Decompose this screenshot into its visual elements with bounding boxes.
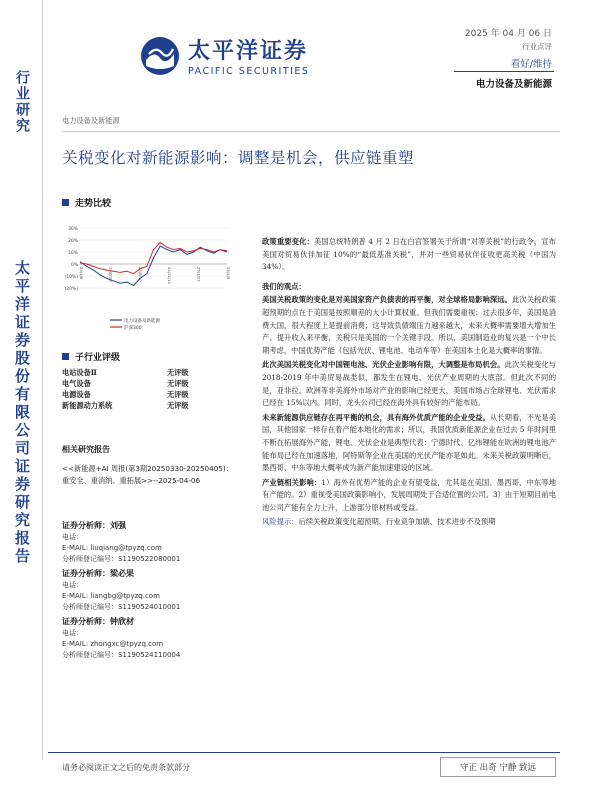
analyst-card	[62, 615, 242, 661]
analyst-cert: 分析师登记编号：S1190524010001	[62, 603, 181, 611]
risk-label: 风险提示：	[262, 517, 299, 527]
sector-label: 电力设备及新能源	[475, 79, 552, 90]
event-label: 政策重要变化：	[262, 237, 314, 246]
sub-ratings-heading	[62, 350, 120, 363]
trend-heading-text: 走势比较	[75, 199, 112, 209]
related-heading: 相关研究报告	[62, 445, 110, 454]
p3-text: 从长期看，不光是美国，其他国家一样存在着产能本地化的需求；所以，我国优质新能源企业在过去 5 年时间里不断在拓展海外产能，锂电、光伏企业是典型代表：宁德时代、亿纬锂能在欧洲的锂电池产能布局已经在加速落地，阿特斯等企业在美国的光伏产能亦是如此。未来关税政策明晰后，墨西哥、中东等地大概率成为新产能加速建设的区域。	[262, 412, 556, 473]
p2-text: 此次关税变化与 2018-2019 年中美贸易战类似，都发生在锂电、光伏产业周期的大底部。但此次不同的是，亚非拉、欧洲等非美海外市场对产业的影响已经更大，美国市场占全球锂电、光伏需求已经在 15%以内。同时，龙头公司已经在海外具有较好的产能布局。	[262, 360, 556, 408]
header-rule	[454, 71, 554, 72]
pacific-logo-icon	[140, 36, 180, 76]
side-company-label: 太平洋证券股份有限公司证券研究报告	[13, 260, 31, 566]
left-side-bar	[0, 0, 42, 792]
chart-y-tick: 20%	[67, 239, 78, 244]
rating-row	[62, 379, 242, 390]
chart-x-tick: 24/11/11	[167, 267, 173, 285]
chart-y-tick: (10%)	[64, 275, 78, 280]
trend-chart-svg	[62, 222, 242, 340]
chart-legend-label: 沪深300	[124, 325, 142, 331]
page-title: 关税变化对新能源影响：调整是机会，供应链重塑	[62, 149, 415, 167]
risk-text: 后续关税政策变化超预期、行业竞争加剧、技术进步不及预期	[298, 517, 496, 527]
side-divider	[42, 0, 43, 760]
breadcrumb: 电力设备及新能源	[62, 116, 120, 125]
breadcrumb-rule	[62, 131, 560, 132]
p2-bold: 此次美国关税变化对中国锂电池、光伏企业影响有限，大调整是布局机会。	[262, 360, 505, 370]
chart-x-tick: 25/1/22	[196, 267, 202, 282]
rating-row-name: 电站设备Ⅱ	[62, 368, 97, 377]
p1-bold: 美国关税政策的变化是对美国家资产负债表的再平衡，对全球格局影响深远。	[262, 295, 512, 305]
analyst-email[interactable]: E-MAIL: zhongxc@tpyzq.com	[62, 640, 164, 648]
view-paragraph-4	[262, 477, 556, 515]
section-square-icon	[62, 199, 69, 206]
event-text: 美国总统特朗普 4 月 2 日在白宫签署关于所谓“对等关税”的行政令，宣布美国对贸易伙伴加征 10%的“最低基准关税”，并对一些贸易伙伴征收更高关税（中国为 34%）。	[262, 237, 556, 272]
view-heading	[262, 281, 556, 294]
trend-heading	[62, 196, 111, 209]
chart-x-tick: 24/6/19	[108, 267, 114, 282]
risk-paragraph	[262, 516, 556, 529]
view-paragraph-1	[262, 294, 556, 357]
chart-y-tick: 0%	[70, 263, 78, 268]
report-type: 行业点评	[522, 42, 552, 51]
analyst-phone: 电话：	[62, 629, 83, 637]
footer-disclaimer: 请务必阅读正文之后的免责条款部分	[62, 763, 190, 772]
analyst-card	[62, 519, 242, 565]
analyst-cert: 分析师登记编号：S1190524110004	[62, 651, 181, 659]
sub-ratings-heading-text: 子行业评级	[75, 353, 121, 363]
side-section-label: 行业研究	[14, 70, 30, 134]
related-report-link[interactable]: <<新能源+AI 周报(第3期20250330-20250405)：重安全、重消纳、重拓展>>--2025-04-06	[62, 464, 233, 485]
section-square-icon	[62, 353, 69, 360]
analyst-phone: 电话：	[62, 533, 83, 541]
analyst-email[interactable]: E-MAIL: liuqiang@tpyzq.com	[62, 544, 162, 552]
chart-x-tick: 24/4/8	[79, 267, 84, 280]
footer-rule	[48, 752, 560, 753]
analyst-name: 证券分析师：梁必果	[62, 569, 134, 578]
view-paragraph-3	[262, 412, 556, 475]
analyst-cert: 分析师登记编号：S1190522080001	[62, 555, 181, 563]
view-label: 我们的观点：	[262, 281, 306, 291]
rating-row-name: 新能源动力系统	[62, 401, 113, 410]
chart-legend-label: 电力设备及新能源	[124, 318, 160, 324]
analyst-name: 证券分析师：刘强	[62, 521, 126, 530]
analyst-card	[62, 567, 242, 613]
analyst-phone: 电话：	[62, 581, 83, 589]
chart-x-tick: 25/4/5	[226, 267, 231, 280]
rating-row-value: 无评级	[167, 401, 189, 410]
event-paragraph	[262, 236, 556, 274]
rating-badge: 看好/维持	[510, 59, 552, 70]
logo-cn-text: 太平洋证券	[188, 39, 309, 64]
logo-en-text: PACIFIC SECURITIES	[188, 66, 310, 77]
sub-ratings-table	[62, 368, 242, 412]
p3-bold: 未来新能源供应链存在再平衡的机会，具有海外优质产能的企业受益。	[262, 412, 490, 422]
rating-row	[62, 390, 242, 401]
rating-row-name: 电源设备	[62, 390, 91, 399]
rating-row	[62, 401, 242, 412]
p4-text: 1）海外有优势产能的企业有望受益，尤其是在美国、墨西哥、中东等地有产能的。2）重视受美国政策影响小，发展周期处于合适位置的公司。3）由于短期目前电池公司产能有全力上升，上游部分原材料或受益。	[262, 477, 557, 512]
p4-bold: 产业链相关影响：	[262, 477, 322, 487]
p1-text: 此次关税政策超预期的点在于美国是按照顺差的大小计算权重。但我们需要重视：过去很多年，美国是消费大国，很大程度上是提前消费；这导致负债端压力越来越大，未来大概率需要增大增加生产、提升收入来平衡，关税只是美国的一个关键手段。所以，美国制造业的复兴是一个中长期考虑，中国优势产能（包括光伏、锂电池、电动车等）在美国本土化是大概率的事情。	[262, 295, 557, 355]
rating-row	[62, 368, 242, 379]
rating-row-value: 无评级	[167, 379, 189, 388]
chart-y-tick: 10%	[67, 251, 78, 256]
view-paragraph-2	[262, 359, 556, 409]
chart-y-tick: (20%)	[64, 287, 78, 292]
report-date: 2025 年 04 月 06 日	[464, 29, 552, 39]
rating-row-value: 无评级	[167, 390, 189, 399]
rating-row-value: 无评级	[167, 368, 189, 377]
chart-y-tick: 30%	[67, 227, 78, 232]
analyst-list	[62, 519, 242, 663]
chart-x-tick: 24/8/30	[137, 267, 143, 282]
analyst-email[interactable]: E-MAIL: liangbg@tpyzq.com	[62, 592, 160, 600]
rating-row-name: 电气设备	[62, 379, 91, 388]
trend-chart	[62, 222, 242, 340]
company-logo	[140, 34, 309, 77]
body-column	[262, 236, 556, 529]
analyst-name: 证券分析师：钟欣材	[62, 617, 134, 626]
footer-motto: 守正 出奇 宁静 致远	[440, 757, 556, 777]
